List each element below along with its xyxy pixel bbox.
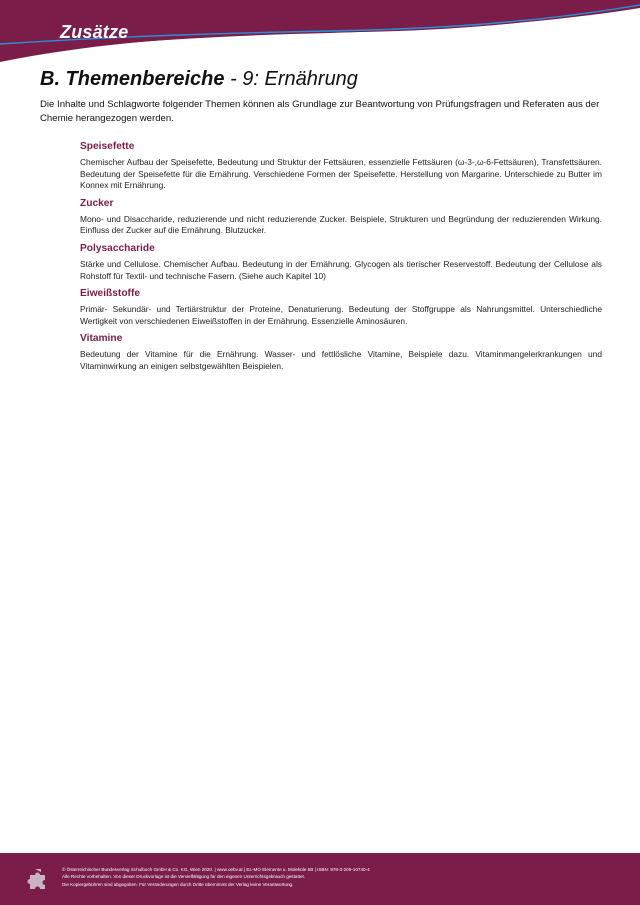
puzzle-piece-icon: [26, 867, 50, 891]
topic-text: Bedeutung der Vitamine für die Ernährung. Wasser- und fettlösliche Vitamine, Beispiele dazu. Vitaminmangelerkrankungen und Vitaminwirkung an einigen selbstgewählten Beispielen.: [80, 349, 602, 371]
footer-legal-text: [62, 866, 622, 888]
topic-title: Zucker: [80, 197, 114, 209]
topic-eiweissstoffe: [80, 288, 602, 327]
page-title-section: B. Themenbereiche: [40, 68, 225, 90]
footer-line-copyright: © Österreichischer Bundesverlag Schulbuch GmbH & Co. KG, Wien 2020. | www.oebv.at | EL-MO Elemente u. Moleküle 5B | ISBN: 978-3-209-10740-4: [62, 867, 370, 872]
topic-list: [80, 141, 602, 379]
footer-line-rights: Alle Rechte vorbehalten. Von dieser Druckvorlage ist die Vervielfältigung für den eigenen Unterrichtsgebrauch gestattet.: [62, 874, 306, 880]
topic-text: Mono- und Disaccharide, reduzierende und nicht reduzierende Zucker. Beispiele, Strukturen und Begründung der reduzierenden Wirkung. Einfluss der Zucker auf die Ernährung. Blutzucker.: [80, 213, 602, 236]
topic-title: Vitamine: [80, 333, 123, 345]
footer: [0, 853, 640, 905]
intro-paragraph: Die Inhalte und Schlagworte folgender Themen können als Grundlage zur Beantwortung von Prüfungsfragen und Referaten aus der Chemie herangezogen werden.: [40, 99, 600, 124]
footer-line-fees: Die Kopiergebühren sind abgegolten. Für Veränderungen durch Dritte übernimmt der Verlag keine Verantwortung.: [62, 881, 294, 887]
topic-polysaccharide: [80, 243, 602, 282]
topic-title: Polysaccharide: [80, 242, 155, 254]
topic-speisefette: [80, 141, 602, 192]
topic-title: Speisefette: [80, 141, 135, 152]
page-title-separator: -: [224, 68, 243, 90]
topic-text: Primär- Sekundär- und Tertiärstruktur der Proteine, Denaturierung. Bedeutung der Stoffgruppe als Nahrungsmittel. Unterschiedliche Wertigkeit von verschiedenen Eiweißstoffen in der Ernährung. Essenzielle Aminosäuren.: [80, 304, 602, 326]
topic-vitamine: [80, 333, 602, 372]
topic-text: Stärke und Cellulose. Chemischer Aufbau. Bedeutung in der Ernährung. Glycogen als tierischer Reservestoff. Bedeutung der Cellulose als Rohstoff für Textil- und technische Fasern. (Siehe auch Kapitel 10): [80, 258, 602, 281]
page-title: [40, 68, 358, 91]
page-title-topic: 9: Ernährung: [242, 68, 358, 90]
topic-title: Eiweißstoffe: [80, 288, 141, 300]
topic-text: Chemischer Aufbau der Speisefette, Bedeutung und Struktur der Fettsäuren, essenzielle Fettsäuren (ω-3-,ω-6-Fettsäuren), Transfettsäuren. Bedeutung der Speisefette für die Ernährung. Verschiedene Formen der Speisefette. Herstellung von Margarine. Unterschiede zu Butter im Konnex mit Ernährung.: [80, 157, 602, 191]
topic-zucker: [80, 198, 602, 237]
header-title: Zusätze: [60, 22, 129, 42]
